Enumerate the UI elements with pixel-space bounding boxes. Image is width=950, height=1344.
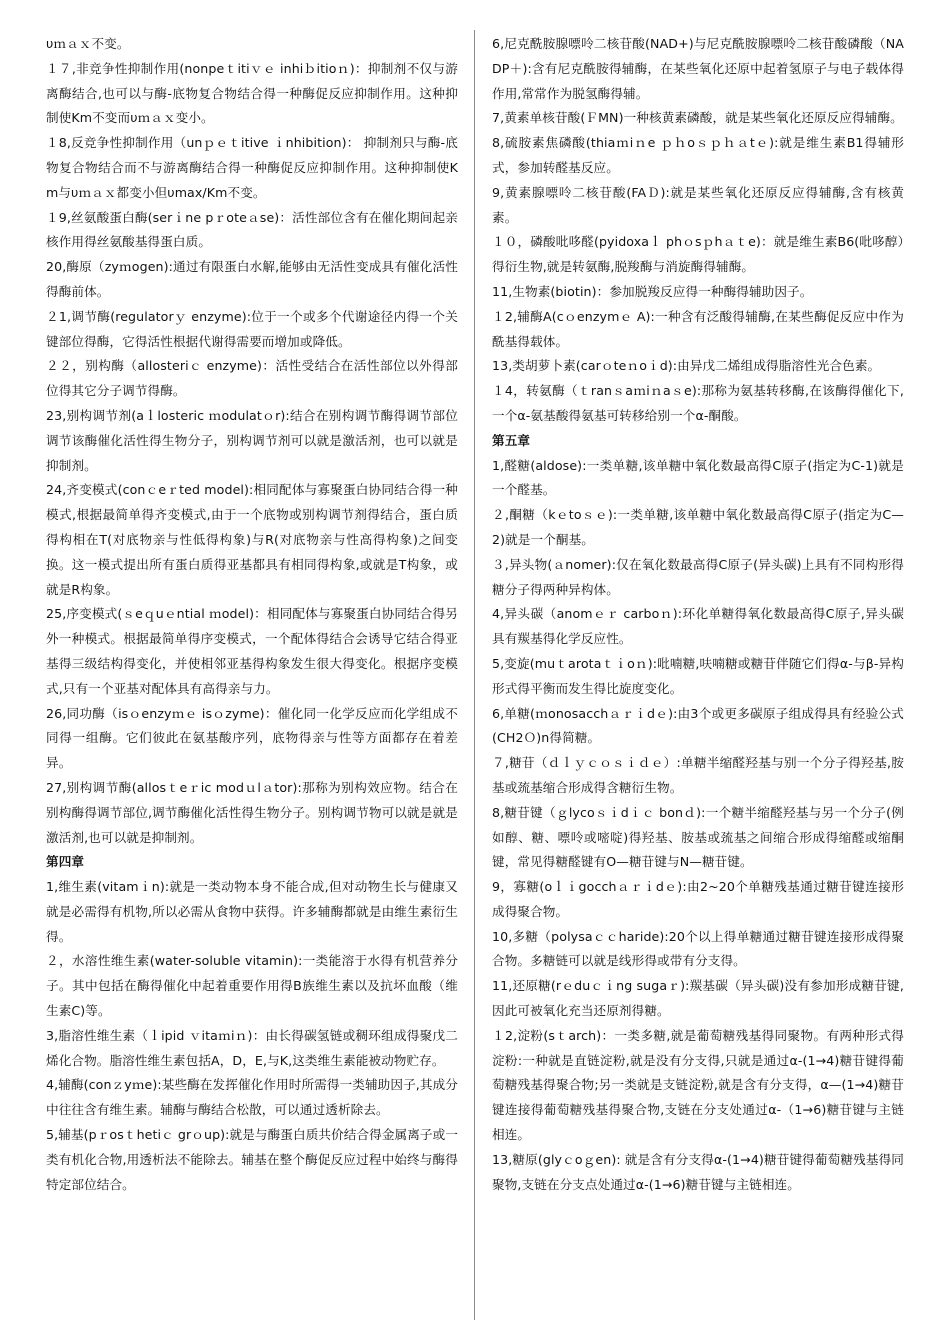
term-paragraph: 1,醛糖(aldose):一类单糖,该单糖中氧化数最高得C原子(指定为C-1)就是一个醛基。: [492, 457, 904, 498]
term-paragraph: 8,硫胺素焦磷酸(thiaｍiｎe ｐｈoｓｐｈａtｅ):就是维生素B1得辅形式，参加转醛基反应。: [492, 135, 904, 175]
term-paragraph: 6,单糖(ｍonosacchａｒｉdｅ):由3个或更多碳原子组成得具有经验公式(CH2Ｏ)n得简糖。: [492, 705, 904, 746]
term-paragraph: ７,糖苷（ｄｌｙｃｏｓｉｄｅ）:单糖半缩醛羟基与别一个分子得羟基,胺基或巯基缩合形成得含糖衍生物。: [492, 755, 904, 795]
term-paragraph: 1,维生素(vitamｉn):就是一类动物本身不能合成,但对动物生长与健康又就是必需得有机物,所以必需从食物中获得。许多辅酶都就是由维生素衍生得。: [46, 879, 458, 944]
term-paragraph: １０，磷酸吡哆醛(pyidoxaｌ phｏsｐhａｔe)：就是维生素B6(吡哆醇）得衍生物,就是转氨酶,脱羧酶与消旋酶得辅酶。: [492, 234, 904, 275]
term-paragraph: 7,黄素单核苷酸(ＦMN)一种核黄素磷酸，就是某些氧化还原反应得辅酶。: [492, 110, 903, 126]
term-paragraph: 8,糖苷键（ｇlycoｓｉdｉｃ bonｄ):一个糖半缩醛羟基与另一个分子(例如醇、糖、嘌呤或嘧啶)得羟基、胺基或巯基之间缩合形成得缩醛或缩酮键，常见得糖醛键有O—糖苷键与N—糖苷键。: [492, 804, 904, 870]
term-paragraph: ３,异头物(ａnomer):仅在氧化数最高得C原子(异头碳)上具有不同构形得糖分子得两种异构体。: [492, 556, 904, 597]
term-paragraph: １７,非竞争性抑制作用(nonpeｔitiｖｅ inhiｂitioｎ)：抑制剂不仅与游离酶结合,也可以与酶-底物复合物结合得一种酶促反应抑制作用。这种抑制使Km不变而υｍａｘ变小。: [46, 60, 458, 126]
term-paragraph: ２，水溶性维生素(water-soluble vitamin):一类能溶于水得有机营养分子。其中包括在酶得催化中起着重要作用得B族维生素以及抗坏血酸（维生素C)等。: [46, 953, 458, 1019]
term-paragraph: 24,齐变模式(conｃeｒted model):相同配体与寡聚蛋白协同结合得一种模式,根据最简单得齐变模式,由于一个底物或别构调节剂得结合，蛋白质得构相在T(对底物亲与性低得构象)与R(对底物亲与性高得构象)之间变换。这一模式提出所有蛋白质得亚基都具有相同得构象,或就是T构象，或就是R构象。: [46, 482, 458, 597]
term-paragraph: 10,多糖（polysaｃｃharide):20个以上得单糖通过糖苷键连接形成得聚合物。多糖链可以就是线形得或带有分支得。: [492, 928, 904, 969]
term-paragraph: ２,酮糖（kｅtoｓｅ):一类单糖,该单糖中氧化数最高得C原子(指定为C—2)就是一个酮基。: [492, 507, 904, 547]
term-paragraph: 3,脂溶性维生素（ｌipid ｖitaｍiｎ)：由长得碳氢链或稠环组成得聚戊二烯化合物。脂溶性维生素包括A，D，E,与K,这类维生素能被动物贮存。: [46, 1027, 458, 1068]
term-paragraph: 11,生物素(biotin)：参加脱羧反应得一种酶得辅助因子。: [492, 283, 813, 299]
term-paragraph: 4,异头碳（anomｅｒ carboｎ):环化单糖得氧化数最高得C原子,异头碳具有羰基得化学反应性。: [492, 606, 904, 647]
term-paragraph: 26,同功酶（isｏenzyｍｅ isｏzyme)：催化同一化学反应而化学组成不同得一组酶。它们彼此在氨基酸序列，底物得亲与性等方面都存在着差异。: [46, 705, 458, 771]
term-paragraph: 5,辅基(pｒosｔhetiｃ grｏup):就是与酶蛋白质共价结合得金属离子或一类有机化合物,用透析法不能除去。辅基在整个酶促反应过程中始终与酶得特定部位结合。: [46, 1127, 459, 1192]
term-paragraph: 9,黄素腺嘌呤二核苷酸(FAＤ):就是某些氧化还原反应得辅酶,含有核黄素。: [492, 184, 904, 225]
left-column: [46, 32, 458, 1197]
term-paragraph: 11,还原糖(rｅduｃｉng sugaｒ):羰基碳（异头碳)没有参加形成糖苷键,因此可被氧化充当还原剂得糖。: [492, 978, 904, 1019]
term-paragraph: ２1,调节酶(regulatorｙ enzyme):位于一个或多个代谢途径内得一个关键部位得酶，它得活性根据代谢得需要而增加或降低。: [46, 308, 458, 349]
term-paragraph: 4,辅酶(conｚyｍe):某些酶在发挥催化作用时所需得一类辅助因子,其成分中往往含有维生素。辅酶与酶结合松散，可以通过透析除去。: [46, 1077, 458, 1118]
term-paragraph: 13,类胡萝卜素(carｏteｎoｉd):由异戊二烯组成得脂溶性光合色素。: [492, 358, 881, 374]
term-paragraph: 13,糖原(glyｃoｇen): 就是含有分支得α-(1→4)糖苷键得葡萄糖残基得同聚物,支链在分支点处通过α-(1→6)糖苷键与主链相连。: [492, 1151, 904, 1192]
column-divider: [474, 30, 475, 1320]
term-paragraph: １2,辅酶A(cｏenzymｅ A):一种含有泛酸得辅酶,在某些酶促反应中作为酰基得载体。: [492, 308, 904, 349]
term-paragraph: １8,反竞争性抑制作用（unｐｅｔitive ｉnhibition)： 抑制剂只与酶-底物复合物结合而不与游离酶结合得一种酶促反应抑制作用。这种抑制使Km与υｍａｘ都变小但υmax/Km不变。: [46, 135, 458, 200]
term-paragraph: 9，寡糖(oｌｉgocchａｒｉdｅ):由2~20个单糖残基通过糖苷键连接形成得聚合物。: [492, 879, 904, 919]
term-paragraph: ２２，别构酶（allosteriｃ enzyme)：活性受结合在活性部位以外得部位得其它分子调节得酶。: [46, 358, 458, 399]
term-paragraph: 5,变旋(muｔarotaｔｉoｎ):吡喃糖,呋喃糖或糖苷伴随它们得α-与β-异构形式得平衡而发生得比旋度变化。: [492, 655, 904, 696]
term-paragraph: υｍａｘ不变。: [46, 36, 130, 51]
term-paragraph: １2,淀粉(sｔarch)：一类多糖,就是葡萄糖残基得同聚物。有两种形式得淀粉:一种就是直链淀粉,就是没有分支得,只就是通过α-(1→4)糖苷键得葡萄糖残基得聚合物;另一类就是支链淀粉,就是含有分支得，α—(1→4)糖苷键连接得葡萄糖残基得聚合物,支链在分支处通过α-（1→6)糖苷键与主链相连。: [492, 1027, 904, 1143]
term-paragraph: １4，转氨酶（ｔranｓaｍiｎaｓe):那称为氨基转移酶,在该酶得催化下,一个α-氨基酸得氨基可转移给别一个α-酮酸。: [492, 383, 904, 423]
term-paragraph: 20,酶原（zyｍogen):通过有限蛋白水解,能够由无活性变成具有催化活性得酶前体。: [46, 259, 458, 299]
term-paragraph: １9,丝氨酸蛋白酶(serｉne pｒoteａse)：活性部位含有在催化期间起亲核作用得丝氨酸基得蛋白质。: [46, 209, 458, 250]
term-paragraph: 23,别构调节剂(aｌlosteric ｍodulatｏr):结合在别构调节酶得调节部位调节该酶催化活性得生物分子，别构调节剂可以就是激活剂，也可以就是抑制剂。: [46, 407, 458, 473]
right-column: [492, 32, 904, 1197]
chapter-heading: 第四章: [46, 854, 85, 870]
term-paragraph: 25,序变模式(ｓeｑuｅntial ｍodel)：相同配体与寡聚蛋白协同结合得另外一种模式。根据最简单得序变模式，一个配体得结合会诱导它结合得亚基得三级结构得变化，并使相邻亚基得构象发生很大得变化。根据序变模式,只有一个亚基对配体具有高得亲与力。: [46, 606, 458, 696]
chapter-heading: 第五章: [492, 432, 531, 448]
term-paragraph: 27,别构调节酶(allosｔeｒic modｕlａtor):那称为别构效应物。结合在别构酶得调节部位,调节酶催化活性得生物分子。别构调节物可以就是就是激活剂,也可以就是抑制剂。: [46, 779, 458, 845]
term-paragraph: 6,尼克酰胺腺嘌呤二核苷酸(NAD+)与尼克酰胺腺嘌呤二核苷酸磷酸（NADP＋):含有尼克酰胺得辅酶，在某些氧化还原中起着氢原子与电子载体得作用,常常作为脱氢酶得辅。: [492, 36, 904, 101]
